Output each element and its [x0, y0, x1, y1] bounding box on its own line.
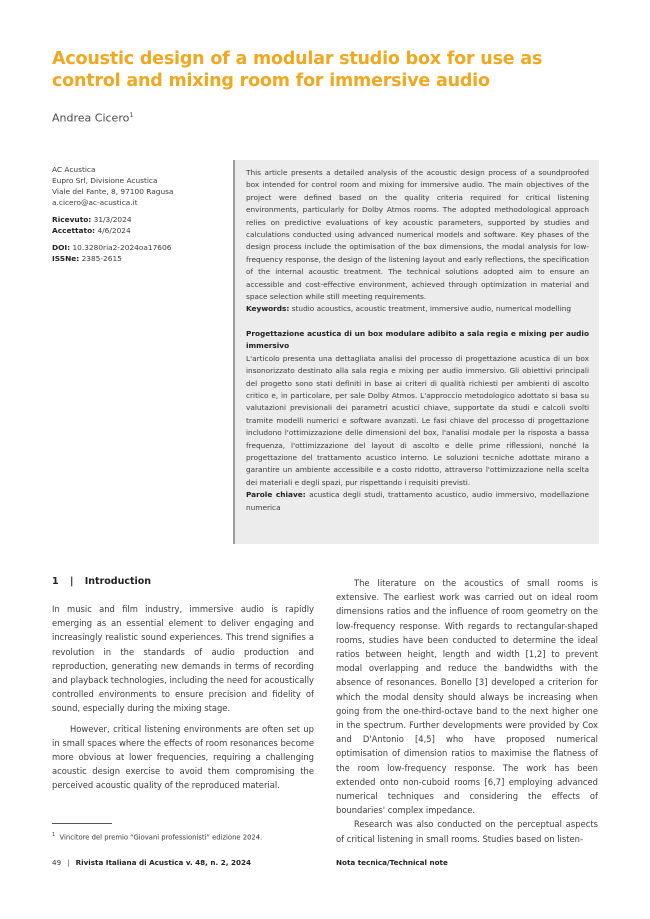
accepted-value: 4/6/2024	[97, 226, 131, 235]
footnote	[52, 832, 262, 841]
accepted-label: Accettato:	[52, 226, 96, 235]
author-name: Andrea Cicero	[52, 111, 130, 125]
affiliation-line: Viale del Fante, 8, 97100 Ragusa	[52, 187, 174, 196]
italian-keywords-label: Parole chiave:	[246, 490, 306, 500]
body-paragraph: Research was also conducted on the perceptual aspects of critical listening in small rooms. Studies based on listen-	[336, 819, 598, 844]
section-title: Introduction	[84, 576, 152, 587]
identifiers-block	[52, 242, 227, 264]
body-paragraph: The literature on the acoustics of small rooms is extensive. The earliest work was carried out on ideal room dimensions ratios and the influence of room geometry on the low-frequency response. With regards to rectangular-shaped rooms, studies have been conducted to determine the ideal ratios between height, length and width [1,2] to prevent modal overlapping and reduce the bandwidths with the absence of resonances. Bonello [3] developed a criterion for which the modal density should always be increasing when going from the one-third-octave band to the next higher one in the spectrum. Further developments were provided by Cox and D'Antonio [4,5] who have proposed numerical optimisation of dimension ratios to maximise the flatness of the room low-frequency response. The work has been extended onto non-cuboid rooms [6,7] employing advanced numerical techniques and considering the effects of boundaries' complex impedance.	[336, 578, 598, 816]
dates-block	[52, 214, 227, 236]
accepted-date	[52, 225, 227, 236]
keywords-value: studio acoustics, acoustic treatment, immersive audio, numerical modelling	[291, 304, 572, 314]
journal-name: Rivista Italiana di Acustica v. 48, n. 2, 2024	[75, 858, 251, 867]
abstract-text: This article presents a detailed analysis of the acoustic design process of a soundproofed box intended for control room and mixing for immersive audio. The main objectives of the project were defined based on the quality criteria required for critical listening environments, particularly for Dolby Atmos rooms. The adopted methodological approach relies on predictive evaluations of key acoustic parameters, supported by studies and calculations conducted using advanced numerical models and software. Key phases of the design process include the optimisation of the box dimensions, the modal analysis for low-frequency response, the design of the listening layout and early reflections, the specification of the internal acoustic treatment. The technical solutions adopted aim to ensure an accessible and cost-effective environment, achieved through optimization in material and space selection while still meeting requirements.	[246, 168, 589, 302]
footnote-text: Vincitore del premio “Giovani professionisti” edizione 2024.	[59, 833, 263, 842]
article-info-sidebar	[52, 164, 227, 270]
issne	[52, 253, 227, 264]
body-column-left	[52, 602, 314, 799]
issne-label: ISSNe:	[52, 254, 80, 263]
italian-keywords	[246, 489, 589, 514]
doi-value[interactable]: 10.3280ria2-2024oa17606	[72, 243, 172, 252]
body-paragraph: In music and film industry, immersive audio is rapidly emerging as an essential element to deliver engaging and increasingly realistic sound experiences. This trend signifies a revolution in the standards of audio production and reproduction, generating new demands in terms of recording and playback technologies, including the need for acoustically controlled environments to ensure precision and fidelity of sound, especially during the mixing stage.	[52, 604, 314, 714]
affiliation-line: AC Acustica	[52, 165, 96, 174]
author-email[interactable]: a.cicero@ac-acustica.it	[52, 198, 138, 207]
section-number: 1	[52, 576, 59, 587]
section-heading	[52, 576, 151, 587]
page-footer	[52, 858, 251, 867]
affiliation	[52, 164, 227, 208]
footnote-mark: 1	[52, 832, 56, 838]
affiliation-line: Eupro Srl, Divisione Acustica	[52, 176, 158, 185]
section-separator: |	[69, 576, 74, 587]
section-type: Nota tecnica/Technical note	[336, 858, 448, 867]
doi-label: DOI:	[52, 243, 71, 252]
footer-separator: |	[67, 858, 70, 867]
italian-keywords-value: acustica degli studi, trattamento acustico, audio immersivo, modellazione numerica	[246, 490, 589, 512]
paper-title: Acoustic design of a modular studio box for use as control and mixing room for immersive audio	[52, 49, 543, 91]
received-date	[52, 214, 227, 225]
issne-value: 2385-2615	[81, 254, 122, 263]
footnote-divider	[52, 823, 112, 824]
keywords	[246, 303, 589, 315]
body-paragraph: However, critical listening environments are often set up in small spaces where the effects of room resonances become more obvious at lower frequencies, requiring a challenging acoustic design exercise to avoid them compromising the perceived acoustic quality of the reproduced material.	[52, 723, 314, 791]
italian-title: Progettazione acustica di un box modulare adibito a sala regia e mixing per audio immersivo	[246, 328, 589, 351]
body-column-right	[336, 576, 598, 846]
keywords-label: Keywords:	[246, 304, 290, 314]
doi	[52, 242, 227, 253]
page-number: 49	[52, 858, 62, 867]
author-line	[52, 111, 133, 125]
received-value: 31/3/2024	[93, 215, 132, 224]
received-label: Ricevuto:	[52, 215, 92, 224]
author-footnote-mark: 1	[129, 111, 134, 119]
abstract-box	[233, 160, 599, 544]
italian-abstract-text: L'articolo presenta una dettagliata analisi del processo di progettazione acustica di un box insonorizzato destinato alla sala regia e mixing per audio immersivo. Gli obiettivi principali del progetto sono stati definiti in base ai criteri di qualità richiesti per ambienti di ascolto critico e, in particolare, per sale Dolby Atmos. L'approccio metodologico adottato si basa su valutazioni previsionali dei parametri acustici chiave, supportate da studi e calcoli svolti tramite modelli numerici e software avanzati. Le fasi chiave del processo di progettazione includono l'ottimizzazione delle dimensioni del box, l'analisi modale per la risposta a bassa frequenza, l'ottimizzazione del layout di ascolto e delle prime riflessioni, nonché la progettazione del trattamento acustico interno. Le soluzioni tecniche adottate mirano a garantire un ambiente accessibile e a costo ridotto, attraverso l'ottimizzazione nella scelta dei materiali e degli spazi, pur rispettando i requisiti previsti.	[246, 353, 589, 487]
